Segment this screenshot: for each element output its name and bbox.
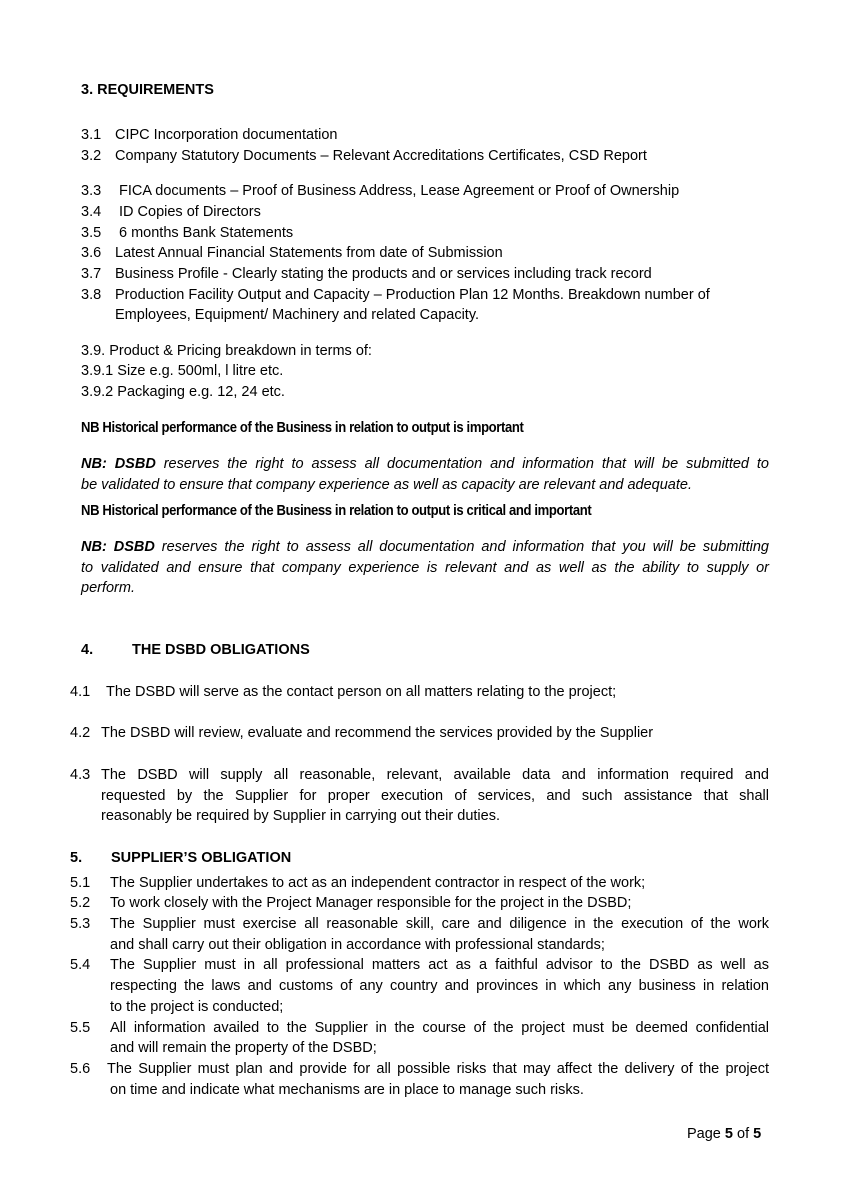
item-number: 3.4	[81, 204, 102, 220]
item-text: CIPC Incorporation documentation	[115, 127, 338, 143]
pricing-intro: 3.9. Product & Pricing breakdown in terms of:	[81, 343, 372, 359]
section-5-number: 5.	[70, 850, 83, 866]
section-4-number: 4.	[81, 642, 94, 658]
list-item-5-5-line2: and will remain the property of the DSBD;	[110, 1040, 377, 1056]
nb-text: reserves the right to assess all documentation and information that you will be submitting	[154, 539, 769, 555]
list-item-5-1	[70, 875, 645, 891]
list-item-5-4-line3: to the project is conducted;	[110, 999, 284, 1015]
section-4-heading: THE DSBD OBLIGATIONS	[132, 642, 310, 658]
list-item-3-4	[81, 204, 261, 220]
list-item-5-6	[70, 1061, 107, 1077]
item-number: 4.2	[70, 725, 91, 741]
list-item-5-3	[70, 916, 110, 932]
nb-note-critical: NB Historical performance of the Business in relation to output is critical and important	[81, 503, 592, 519]
item-text: ID Copies of Directors	[119, 204, 261, 220]
item-number: 3.7	[81, 266, 102, 282]
list-item-5-6-line2: on time and indicate what mechanisms are in place to manage such risks.	[110, 1082, 584, 1098]
item-number: 4.1	[70, 684, 91, 700]
list-item-5-2	[70, 895, 631, 911]
list-item-3-1	[81, 127, 337, 143]
item-number: 5.3	[70, 916, 91, 932]
page-of-label: of	[737, 1126, 750, 1142]
list-item-4-1	[70, 684, 616, 700]
list-item-3-8-continued: Employees, Equipment/ Machinery and related Capacity.	[115, 307, 480, 323]
list-item-4-3-line2: requested by the Supplier for proper execution of services, and such assistance that shall	[101, 788, 769, 804]
item-number: 5.6	[70, 1061, 91, 1077]
item-text: The DSBD will review, evaluate and recommend the services provided by the Supplier	[101, 725, 654, 741]
list-item-5-3-line1: The Supplier must exercise all reasonable skill, care and diligence in the execution of the work	[110, 916, 769, 932]
list-item-5-5	[70, 1020, 110, 1036]
item-text: 6 months Bank Statements	[119, 225, 294, 241]
list-item-5-4-line2: respecting the laws and customs of any country and provinces in which any business in relation	[110, 978, 769, 994]
item-number: 5.5	[70, 1020, 91, 1036]
item-number: 3.3	[81, 183, 102, 199]
nb-note-dsbd-1-line1	[81, 456, 769, 472]
page-current: 5	[724, 1126, 733, 1142]
item-text: The Supplier undertakes to act as an independent contractor in respect of the work;	[110, 875, 646, 891]
item-text: The DSBD will serve as the contact person on all matters relating to the project;	[106, 684, 617, 700]
list-item-4-3-line3: reasonably be required by Supplier in carrying out their duties.	[101, 808, 500, 824]
list-item-5-6-line1: The Supplier must plan and provide for all possible risks that may affect the delivery of the project	[107, 1061, 769, 1077]
item-text: Business Profile - Clearly stating the products and or services including track record	[115, 266, 652, 282]
nb-note-important: NB Historical performance of the Business in relation to output is important	[81, 420, 524, 436]
list-item-4-3-line1: The DSBD will supply all reasonable, relevant, available data and information required and	[101, 767, 769, 783]
item-number: 3.1	[81, 127, 102, 143]
item-number: 3.5	[81, 225, 102, 241]
list-item-3-5	[81, 225, 293, 241]
list-item-4-3	[70, 767, 101, 783]
pricing-size: 3.9.1 Size e.g. 500ml, l litre etc.	[81, 363, 284, 379]
list-item-5-4	[70, 957, 110, 973]
item-number: 3.8	[81, 287, 102, 303]
list-item-4-2	[70, 725, 653, 741]
page-number-footer	[687, 1126, 761, 1142]
list-item-3-8	[81, 287, 710, 303]
section-5-heading: SUPPLIER’S OBLIGATION	[111, 850, 292, 866]
nb-text: reserves the right to assess all documentation and information that will be submitted to	[155, 456, 769, 472]
item-number: 3.6	[81, 245, 102, 261]
nb-prefix: NB: DSBD	[81, 539, 155, 555]
nb-note-dsbd-1-line2: be validated to ensure that company experience as well as capacity are relevant and adequate.	[81, 477, 692, 493]
item-number: 5.4	[70, 957, 91, 973]
list-item-3-2	[81, 148, 647, 164]
item-text: Company Statutory Documents – Relevant Accreditations Certificates, CSD Report	[115, 148, 647, 164]
item-text: FICA documents – Proof of Business Address, Lease Agreement or Proof of Ownership	[119, 183, 680, 199]
item-number: 5.1	[70, 875, 91, 891]
page-label: Page	[687, 1126, 721, 1142]
list-item-5-4-line1: The Supplier must in all professional matters act as a faithful advisor to the DSBD as well as	[110, 957, 769, 973]
list-item-5-3-line2: and shall carry out their obligation in accordance with professional standards;	[110, 937, 605, 953]
nb-note-dsbd-2-line3: perform.	[81, 580, 135, 596]
section-3-heading: 3. REQUIREMENTS	[81, 82, 214, 98]
list-item-3-7	[81, 266, 652, 282]
item-text: Latest Annual Financial Statements from date of Submission	[115, 245, 503, 261]
pricing-packaging: 3.9.2 Packaging e.g. 12, 24 etc.	[81, 384, 285, 400]
item-text: Production Facility Output and Capacity – Production Plan 12 Months. Breakdown number of	[115, 287, 710, 303]
nb-note-dsbd-2-line1	[81, 539, 769, 555]
page-total: 5	[753, 1126, 762, 1142]
item-number: 3.2	[81, 148, 102, 164]
list-item-5-5-line1: All information availed to the Supplier in the course of the project must be deemed confidential	[110, 1020, 769, 1036]
list-item-3-3	[81, 183, 679, 199]
item-text: To work closely with the Project Manager responsible for the project in the DSBD;	[110, 895, 632, 911]
nb-note-dsbd-2-line2: to validated and ensure that company experience is relevant and as well as the ability to supply or	[81, 560, 769, 576]
item-number: 5.2	[70, 895, 91, 911]
item-number: 4.3	[70, 767, 91, 783]
nb-prefix: NB: DSBD	[81, 456, 156, 472]
list-item-3-6	[81, 245, 503, 261]
